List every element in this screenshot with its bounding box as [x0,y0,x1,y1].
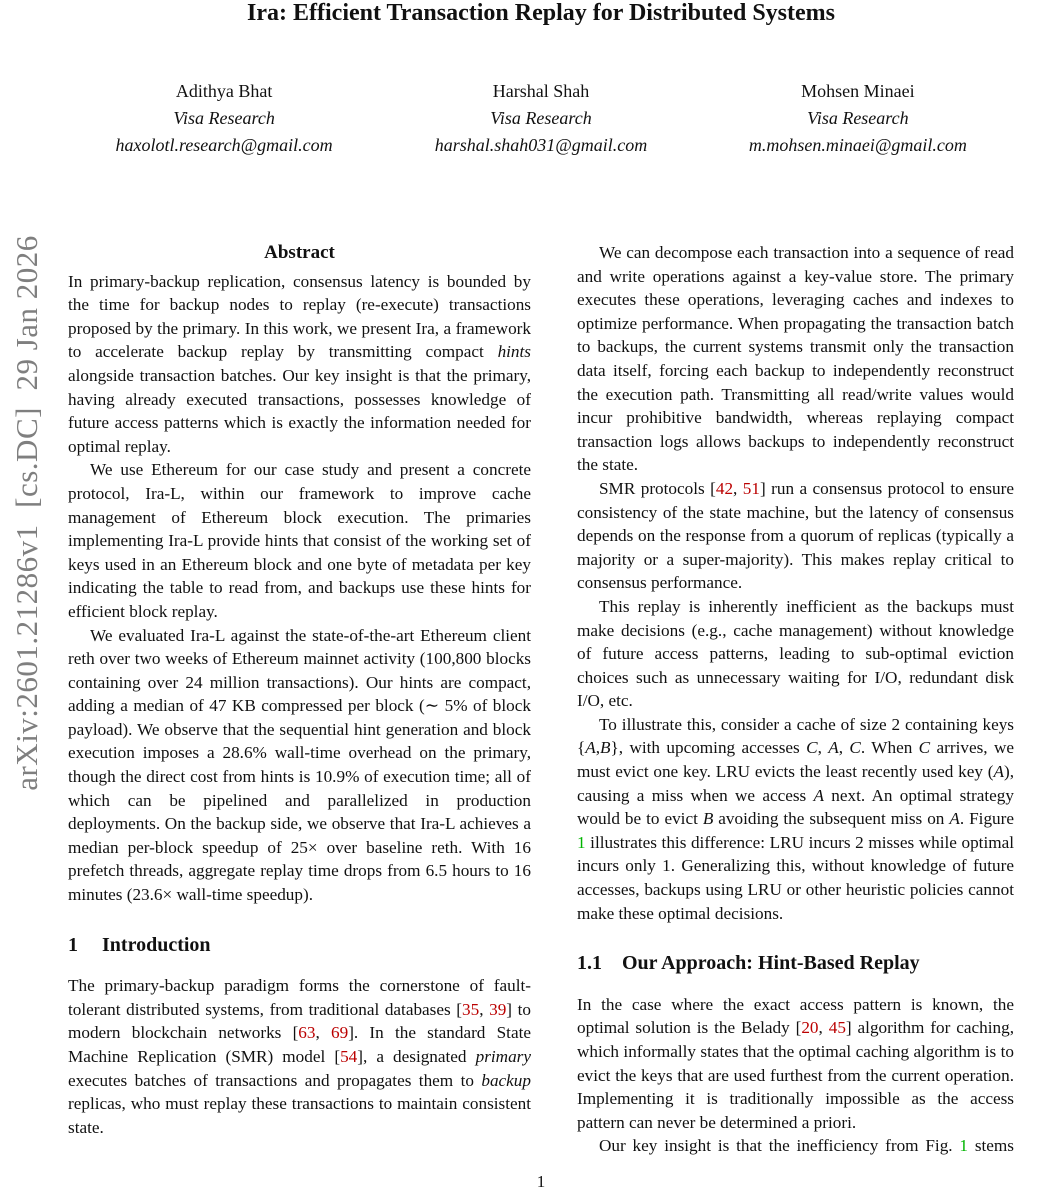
text-segment: , [838,738,850,758]
text-segment: Our key insight is that the inefficiency from Fig. [599,1136,960,1156]
author-email[interactable]: harshal.shah031@gmail.com [434,135,648,155]
citation-ref[interactable]: 39 [489,999,507,1019]
left-column [68,241,531,1139]
text-segment: In the case where the exact access pattern is known, the optimal solution is the Belady [ [577,994,1014,1038]
text-segment: ] algorithm for caching, which informally states that the optimal caching algorithm is to evict the keys that are used furthest from the current operation. Implementing it is traditionally impossible as the access pattern can never be determined a priori. [577,1018,1014,1132]
text-segment: C [849,738,861,758]
text-segment: avoiding the subsequent miss on [713,809,950,829]
author-block [702,78,1014,159]
text-segment: We can decompose each transaction into a sequence of read and write operations against a key-value store. The primary executes these operations, leveraging caches and indexes to optimize performance. When propagating the transaction batch to backups, the current systems transmit only the transaction data itself, forcing each backup to independently reconstruct the execution path. Transmitting all read/write values would incur prohibitive bandwidth, whereas replaying compact transaction logs allows backups to independently reconstruct the state. [577,243,1014,475]
author-affiliation: Visa Research [490,108,592,128]
body-paragraph [577,1134,1014,1158]
abstract-paragraph [68,624,531,907]
citation-ref[interactable]: 69 [331,1023,349,1043]
text-segment: executes batches of transactions and propagates them to [68,1070,482,1090]
author-name: Harshal Shah [492,81,590,101]
section-title: Our Approach: Hint-Based Replay [622,952,920,975]
right-column [577,241,1014,1158]
text-segment: arrives, we must evict one key. LRU evicts the least recently used key ( [577,738,1014,782]
text-segment: A [949,809,960,829]
text-segment: stems [968,1136,1014,1156]
text-segment: primary [475,1047,531,1066]
text-segment: ]. In the standard State Machine Replication (SMR) model [ [68,1023,531,1066]
abstract-heading: Abstract [264,242,335,263]
text-segment: replicas, who must replay these transactions to maintain consistent state. [68,1094,531,1137]
citation-ref[interactable]: 54 [340,1047,358,1066]
text-segment: B [600,738,611,758]
author-block [385,78,697,159]
citation-ref[interactable]: 63 [298,1023,316,1043]
abstract-paragraph [68,458,531,623]
text-segment: C [918,738,931,758]
text-segment: We use Ethereum for our case study and present a concrete protocol, Ira-L, within our framework to improve cache management of Ethereum block execution. The primaries implementing Ira-L provide hints that consist of the working set of keys used in an Ethereum block and one byte of metadata per key indicating the table to read from, and backups use these hints for efficient block replay. [68,460,531,621]
abstract-paragraph [68,270,531,459]
section-heading-approach [577,952,1014,976]
text-segment: }, with upcoming accesses [610,738,807,758]
text-segment: In primary-backup replication, consensus latency is bounded by the time for backup nodes to replay (re-execute) transactions proposed by the primary. In this work, we present Ira, a framework to accelerate backup replay by transmitting compact [68,271,531,362]
text-segment: We evaluated Ira-L against the state-of-the-art Ethereum client reth over two weeks of Ethereum mainnet activity (100,800 blocks containing over 24 million transactions). Our hints are compact, adding a median of 47 KB compressed per block (∼ 5% of block payload). We observe that the sequential hint generation and block execution imposes a 28.6% wall-time overhead on the primary, though the direct cost from hints is 10.9% of execution time; all of which can be pipelined and parallelized in production deployments. On the backup side, we observe that Ira-L achieves a median per-block speedup of 25× over baseline reth. With 16 prefetch threads, aggregate replay time drops from 6.5 hours to 16 minutes (23.6× wall-time speedup). [68,625,531,905]
section-number: 1.1 [577,952,602,975]
text-segment: B [702,809,714,829]
author-email[interactable]: m.mohsen.minaei@gmail.com [748,135,967,155]
text-segment: hints [497,342,531,362]
citation-ref[interactable]: 42 [715,478,734,498]
authors-row [68,78,1014,159]
body-paragraph [577,477,1014,595]
text-segment: , [479,999,490,1019]
text-segment: . Figure [959,809,1014,829]
citation-ref[interactable]: 20 [801,1018,819,1038]
body-paragraph [577,713,1014,925]
text-segment: The primary-backup paradigm forms the cornerstone of fault-tolerant distributed systems, from traditional databases [ [68,976,531,1019]
body-paragraph [577,595,1014,713]
author-name: Mohsen Minaei [801,81,915,101]
text-segment: ] run a consensus protocol to ensure consistency of the state machine, but the latency of consensus depends on the response from a quorum of replicas (typically a majority or a super-majority). This makes replay critical to consensus performance. [577,478,1015,593]
text-segment: C [806,738,818,758]
body-paragraph [577,993,1014,1135]
author-email[interactable]: haxolotl.research@gmail.com [115,135,333,155]
text-segment: A [813,785,824,805]
text-segment: To illustrate this, consider a cache of size 2 containing keys { [577,714,1014,758]
text-segment: ), causing a miss when we access [577,762,1014,805]
section-number: 1 [68,933,78,956]
text-segment: This replay is inherently inefficient as the backups must make decisions (e.g., cache management) without knowledge of future access patterns, leading to sub-optimal eviction choices such as unnecessary waiting for I/O, redundant disk I/O, etc. [577,596,1014,711]
text-segment: , [817,738,829,758]
section-title: Introduction [102,933,211,956]
citation-ref[interactable]: 51 [742,478,760,498]
arxiv-sidebar-banner: arXiv:2601.21286v1 [cs.DC] 29 Jan 2026 [9,235,44,791]
citation-ref[interactable]: 45 [828,1018,846,1038]
body-paragraph [68,974,531,1139]
text-segment: ] to modern blockchain networks [ [68,999,531,1043]
text-segment: A [993,762,1004,782]
text-segment: A [585,738,596,758]
citation-ref[interactable]: 35 [462,999,480,1019]
text-segment: , [733,478,743,498]
text-segment: ], a designated [357,1047,476,1066]
author-name: Adithya Bhat [175,81,273,101]
page-number: 1 [536,1172,546,1191]
section-heading-introduction [68,934,531,958]
text-segment: , [818,1018,829,1038]
figure-ref[interactable]: 1 [577,832,586,852]
author-affiliation: Visa Research [807,108,909,128]
text-segment: A [828,738,839,758]
text-segment: , [595,738,601,758]
author-affiliation: Visa Research [173,108,275,128]
text-segment: alongside transaction batches. Our key insight is that the primary, having already executed transactions, possesses knowledge of future access patterns which is exactly the information needed for optimal replay. [68,365,531,456]
figure-ref[interactable]: 1 [959,1136,969,1156]
author-block [68,78,380,159]
text-segment: illustrates this difference: LRU incurs 2 misses while optimal incurs only 1. Generalizing this, without knowledge of future accesses, backups using LRU or other heuristic policies cannot make these optimal decisions. [577,832,1014,923]
text-segment: backup [481,1070,531,1090]
text-segment: . When [860,738,919,758]
paper-title: Ira: Efficient Transaction Replay for Distributed Systems [247,0,835,26]
body-paragraph [577,241,1014,477]
text-segment: , [315,1023,331,1043]
text-segment: SMR protocols [ [599,478,716,498]
text-segment: next. An optimal strategy would be to evict [577,785,1014,829]
